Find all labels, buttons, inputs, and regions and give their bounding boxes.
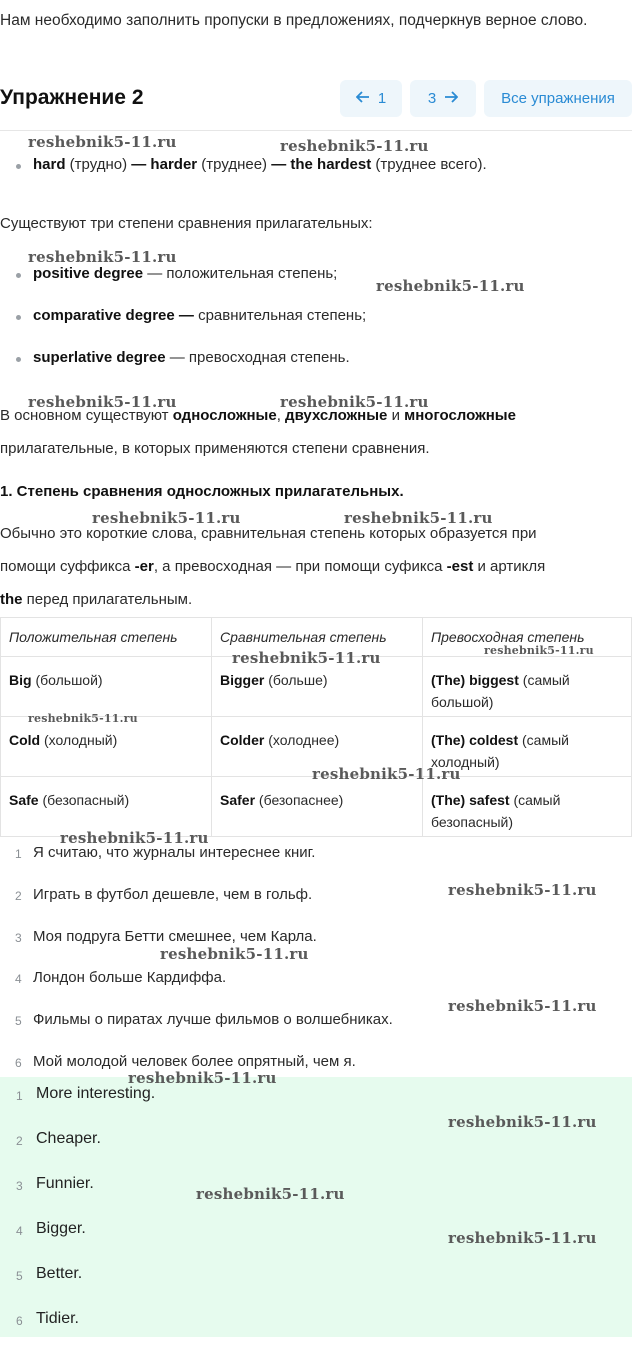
answer-number: 6 [16,1314,23,1328]
sentence-text: Играть в футбол дешевле, чем в гольф. [33,886,313,903]
watermark: reshebnik5-11.ru [484,644,594,657]
section-text-line: the перед прилагательным. [0,591,193,608]
answer-number: 1 [16,1089,23,1103]
syllable-types-line2: прилагательные, в которых применяются степени сравнения. [0,440,430,457]
arrow-left-icon [356,90,370,107]
next-exercise-button[interactable] [410,80,476,117]
answer-text: More interesting. [36,1085,156,1102]
watermark: reshebnik5-11.ru [28,133,177,151]
table-row [1,777,632,837]
degree-item: superlative degree — превосходная степень. [33,349,350,366]
table-header: Превосходная степень [423,618,632,657]
answer-number: 2 [16,1134,23,1148]
table-cell: (The) coldest (самый холодный) [423,717,632,777]
sentence-number: 5 [15,1014,22,1028]
sentence-text: Фильмы о пиратах лучше фильмов о волшебниках. [33,1011,393,1028]
sentence-number: 3 [15,931,22,945]
answer-text: Cheaper. [36,1130,101,1147]
watermark: reshebnik5-11.ru [128,1069,277,1087]
table-cell: Safer (безопаснее) [212,777,423,837]
watermark: reshebnik5-11.ru [376,277,525,295]
degree-item: comparative degree — сравнительная степень; [33,307,367,324]
prev-exercise-label: 1 [377,90,387,107]
bullet-dot [16,357,21,362]
answer-text: Tidier. [36,1310,79,1327]
watermark: reshebnik5-11.ru [448,1113,597,1131]
sentence-text: Я считаю, что журналы интереснее книг. [33,844,316,861]
table-header: Сравнительная степень [212,618,423,657]
bullet-dot [16,273,21,278]
sentence-text: Мой молодой человек более опрятный, чем я. [33,1053,356,1070]
next-exercise-label: 3 [427,90,437,107]
sentence-text: Моя подруга Бетти смешнее, чем Карла. [33,928,317,945]
watermark: reshebnik5-11.ru [280,393,429,411]
watermark: reshebnik5-11.ru [448,997,597,1015]
word-hard: hard [33,156,66,173]
degrees-intro: Существуют три степени сравнения прилагательных: [0,215,373,232]
answer-number: 5 [16,1269,23,1283]
table-cell: Bigger (больше) [212,657,423,717]
word-hardest: the hardest [286,156,372,173]
watermark: reshebnik5-11.ru [28,393,177,411]
watermark: reshebnik5-11.ru [448,1229,597,1247]
answer-text: Bigger. [36,1220,86,1237]
sentence-number: 1 [15,847,22,861]
table-cell: Cold (холодный) [1,717,212,777]
sentence-number: 2 [15,889,22,903]
arrow-right-icon [444,90,458,107]
word-harder: harder [146,156,198,173]
answer-text: Better. [36,1265,83,1282]
table-cell: (The) biggest (самый большой) [423,657,632,717]
syllable-types-line: В основном существуют односложные, двухсложные и многосложные [0,407,516,424]
answer-number: 4 [16,1224,23,1238]
table-cell: Safe (безопасный) [1,777,212,837]
watermark: reshebnik5-11.ru [160,945,309,963]
hard-example-line: hard (трудно) — harder (труднее) — the hardest (труднее всего). [33,156,487,173]
watermark: reshebnik5-11.ru [28,248,177,266]
exercise-title: Упражнение 2 [0,86,144,109]
header-divider [0,130,632,131]
section-heading: 1. Степень сравнения односложных прилагательных. [0,483,404,500]
watermark: reshebnik5-11.ru [92,509,241,527]
watermark: reshebnik5-11.ru [280,137,429,155]
degree-item: positive degree — положительная степень; [33,265,338,282]
section-text-line: помощи суффикса -er, а превосходная — при помощи суфикса -est и артикля [0,558,546,575]
table-cell: (The) safest (самый безопасный) [423,777,632,837]
prev-exercise-button[interactable] [340,80,402,117]
table-cell: Colder (холоднее) [212,717,423,777]
answer-number: 3 [16,1179,23,1193]
watermark: reshebnik5-11.ru [196,1185,345,1203]
sentence-text: Лондон больше Кардиффа. [33,969,227,986]
watermark: reshebnik5-11.ru [312,765,461,783]
bullet-dot [16,164,21,169]
answer-text: Funnier. [36,1175,94,1192]
watermark: reshebnik5-11.ru [232,649,381,667]
watermark: reshebnik5-11.ru [60,829,209,847]
watermark: reshebnik5-11.ru [28,712,138,725]
bullet-dot [16,315,21,320]
sentence-number: 6 [15,1056,22,1070]
table-header: Положительная степень [1,618,212,657]
all-exercises-button[interactable]: Все упражнения [484,80,632,117]
section-text-line: Обычно это короткие слова, сравнительная степень которых образуется при [0,525,537,542]
sentence-number: 4 [15,972,22,986]
task-description: Нам необходимо заполнить пропуски в предложениях, подчеркнув верное слово. [0,12,588,29]
watermark: reshebnik5-11.ru [448,881,597,899]
table-cell: Big (большой) [1,657,212,717]
watermark: reshebnik5-11.ru [344,509,493,527]
